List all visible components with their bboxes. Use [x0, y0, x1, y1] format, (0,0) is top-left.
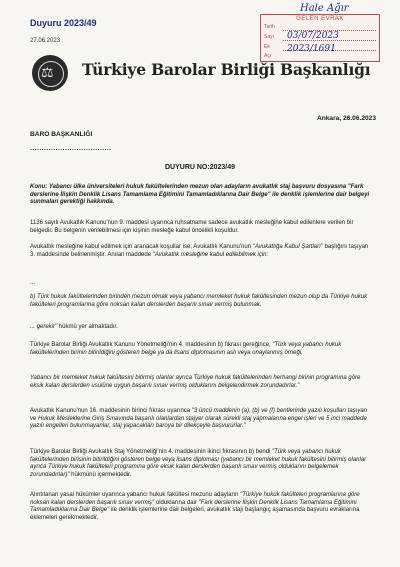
handwritten-date: 03/07/2023: [287, 31, 339, 41]
paragraph-quote: "Avukatlık mesleğine kabul edilebilmek için:: [152, 251, 269, 258]
paragraph-text: başlığını taşıyan 3. maddesinde belirlenmiştir. Anılan maddede: [30, 244, 369, 258]
paragraph-text: Türkiye Barolar Birliği Avukatlık Staj Yönetmeliği'nin 4. maddesinin ikinci fıkrasının b) bendi: [30, 449, 273, 455]
handwritten-signature: Hale Ağır: [300, 3, 349, 14]
paragraph-quote: "Türkiye hukuk fakülteleri programlarına göre noksan kalan derslerden başarılı sınav vermiş": [30, 492, 360, 506]
paragraph-text: hükmü yer almaktadır.: [57, 324, 118, 330]
paragraph-text: 1136 sayılı Avukatlık Kanunu'nun 9. maddesi uyarınca ruhsatname sadece avukatlık mesleğine kabul edilenlere verilen bir belgedir. Bu belgenin verilebilmesi için kişinin mesleğe kabul öncelikli koşuldur.: [30, 220, 354, 234]
scales-icon: ⚖: [41, 64, 54, 80]
addressee-dots: ...................................: [30, 145, 112, 152]
paragraph-text: Yabancı bir memleket hukuk fakültesini bitirmiş olanlar ayrıca Türkiye hukuk fakültelerinden herhangi birinin programına göre eksik kalan derslerden usulüne uygun başarılı sınav vermiş olduklarını belgelendirmek zorundadırlar.": [30, 375, 361, 389]
handwritten-number: 2023/1691: [287, 44, 336, 54]
document-date: 27.06.2023: [30, 38, 61, 44]
paragraph-quote: "Fark derslerine İlişkin Denklik Lisans Tamamlama Eğitimini Tamamladıklarına Dair Belge": [30, 499, 357, 514]
subject-quote: "Fark derslerine İlişkin Denklik Lisans Tamamlama Eğitimini Tamamladıklarına Dair Belge": [30, 184, 364, 198]
paragraph-text: ...: [30, 280, 36, 286]
stamp-label-date: Tarih: [264, 24, 275, 30]
stamp-label-attachment: Ek: [264, 44, 270, 50]
paragraph-1: [30, 220, 372, 235]
subject-paragraph: [30, 184, 372, 207]
paragraph-quote: "3 üncü maddenin (a), (b) ve (f) bentlerinde yazılı koşulları taşıyan ve Hukuk Mesleklerine Giriş Sınavında başarılı olanlardan stajyer olarak sürekli staj yapmalarına engel işleri ve 5 inci maddede yazılı engelleri bulunmayanlar, staj yapacakları baroya bir dilekçeyle başvururlar.": [30, 408, 368, 430]
paragraph-quote: "Türk veya yabancı hukuk fakültelerinden birisinin bitirildiğini gösteren belge veya lisans diploması (yabancı bir memleket hukuk fakültesini bitirmiş olanlar ayrıca Türkiye hukuk fakülteleri programına göre eksik kalan derslerden başarılı sınav vermiş olduklarını belgelemek zorundadırlar)": [30, 449, 367, 478]
paragraph-6: [30, 342, 372, 357]
paragraph-text: Alıntılanan yasal hükümler uyarınca yabancı hukuk fakültesi mezunu adayların: [30, 492, 241, 498]
duyuru-number: Duyuru 2023/49: [30, 18, 97, 28]
stamp-label-number: Sayı: [264, 34, 275, 40]
paragraph-8: [30, 408, 372, 431]
place-and-date: Ankara, 26.06.2023: [316, 115, 376, 122]
organization-title: Türkiye Barolar Birliği Başkanlığı: [82, 60, 371, 79]
paragraph-7: [30, 375, 372, 390]
stamp-label-note: Açı: [264, 53, 272, 59]
paragraph-text: b) Türk hukuk fakültelerinden birinden mezun olmak veya yabancı memleket hukuk fakültesinden mezun olup da Türkiye hukuk fakülteleri programlarına göre noksan kalan derslerden başarılı sınav vermiş bulunmak.: [30, 294, 368, 308]
announcement-heading: DUYURU NO:2023/49: [164, 164, 236, 171]
paragraph-4: [30, 294, 372, 309]
paragraph-text: ile denklik işlemlerine dair belgeleri, avukatlık stajı başlangıç aşamasında başvuru evraklarına eklemeleri gerekmektedir.: [30, 507, 360, 521]
paragraph-text: Avukatlık mesleğine kabul edilmek için aranacak koşullar ise; Avukatlık Kanunu'nun: [30, 244, 253, 250]
subject-text-end: ile denklik işlemlerine dair belgeyi sunmaları gerektiği hakkında.: [30, 191, 370, 206]
paragraph-quote: "Türk veya yabancı hukuk fakültelerinden birinin bitirildiğini gösteren belge ya da lisans diplomasının aslı veya onaylanmış örneği,: [30, 342, 342, 356]
paragraph-2: [30, 244, 372, 259]
stamp-title: GELEN EVRAK: [296, 16, 344, 22]
subject-text: Yabancı ülke üniversiteleri hukuk fakültelerinden mezun olan adayların avukatlık staj başvuru dosyasına: [47, 184, 348, 190]
paragraph-quote: "Avukatlığa Kabul Şartları": [252, 244, 323, 250]
paragraph-text: olduklarına dair: [154, 499, 199, 506]
paragraph-9: [30, 449, 372, 479]
subject-label: Konu:: [30, 184, 48, 190]
addressee: BARO BAŞKANLIĞI: [30, 131, 93, 138]
paragraph-text: hükmünü içermektedir.: [69, 471, 132, 478]
paragraph-10: [30, 492, 372, 522]
paragraph-text: Türkiye Barolar Birliği Avukatlık Kanunu Yönetmeliği'nin 4. maddesinin b) fıkrası gereğince,: [30, 342, 273, 348]
ellipsis-line: [30, 280, 372, 288]
paragraph-5: [30, 324, 372, 332]
tbb-logo: [32, 55, 68, 91]
paragraph-quote: ... gerekir": [30, 324, 58, 330]
paragraph-text: Avukatlık Kanunu'nun 16. maddesinin birinci fıkrası uyarınca: [30, 408, 192, 414]
